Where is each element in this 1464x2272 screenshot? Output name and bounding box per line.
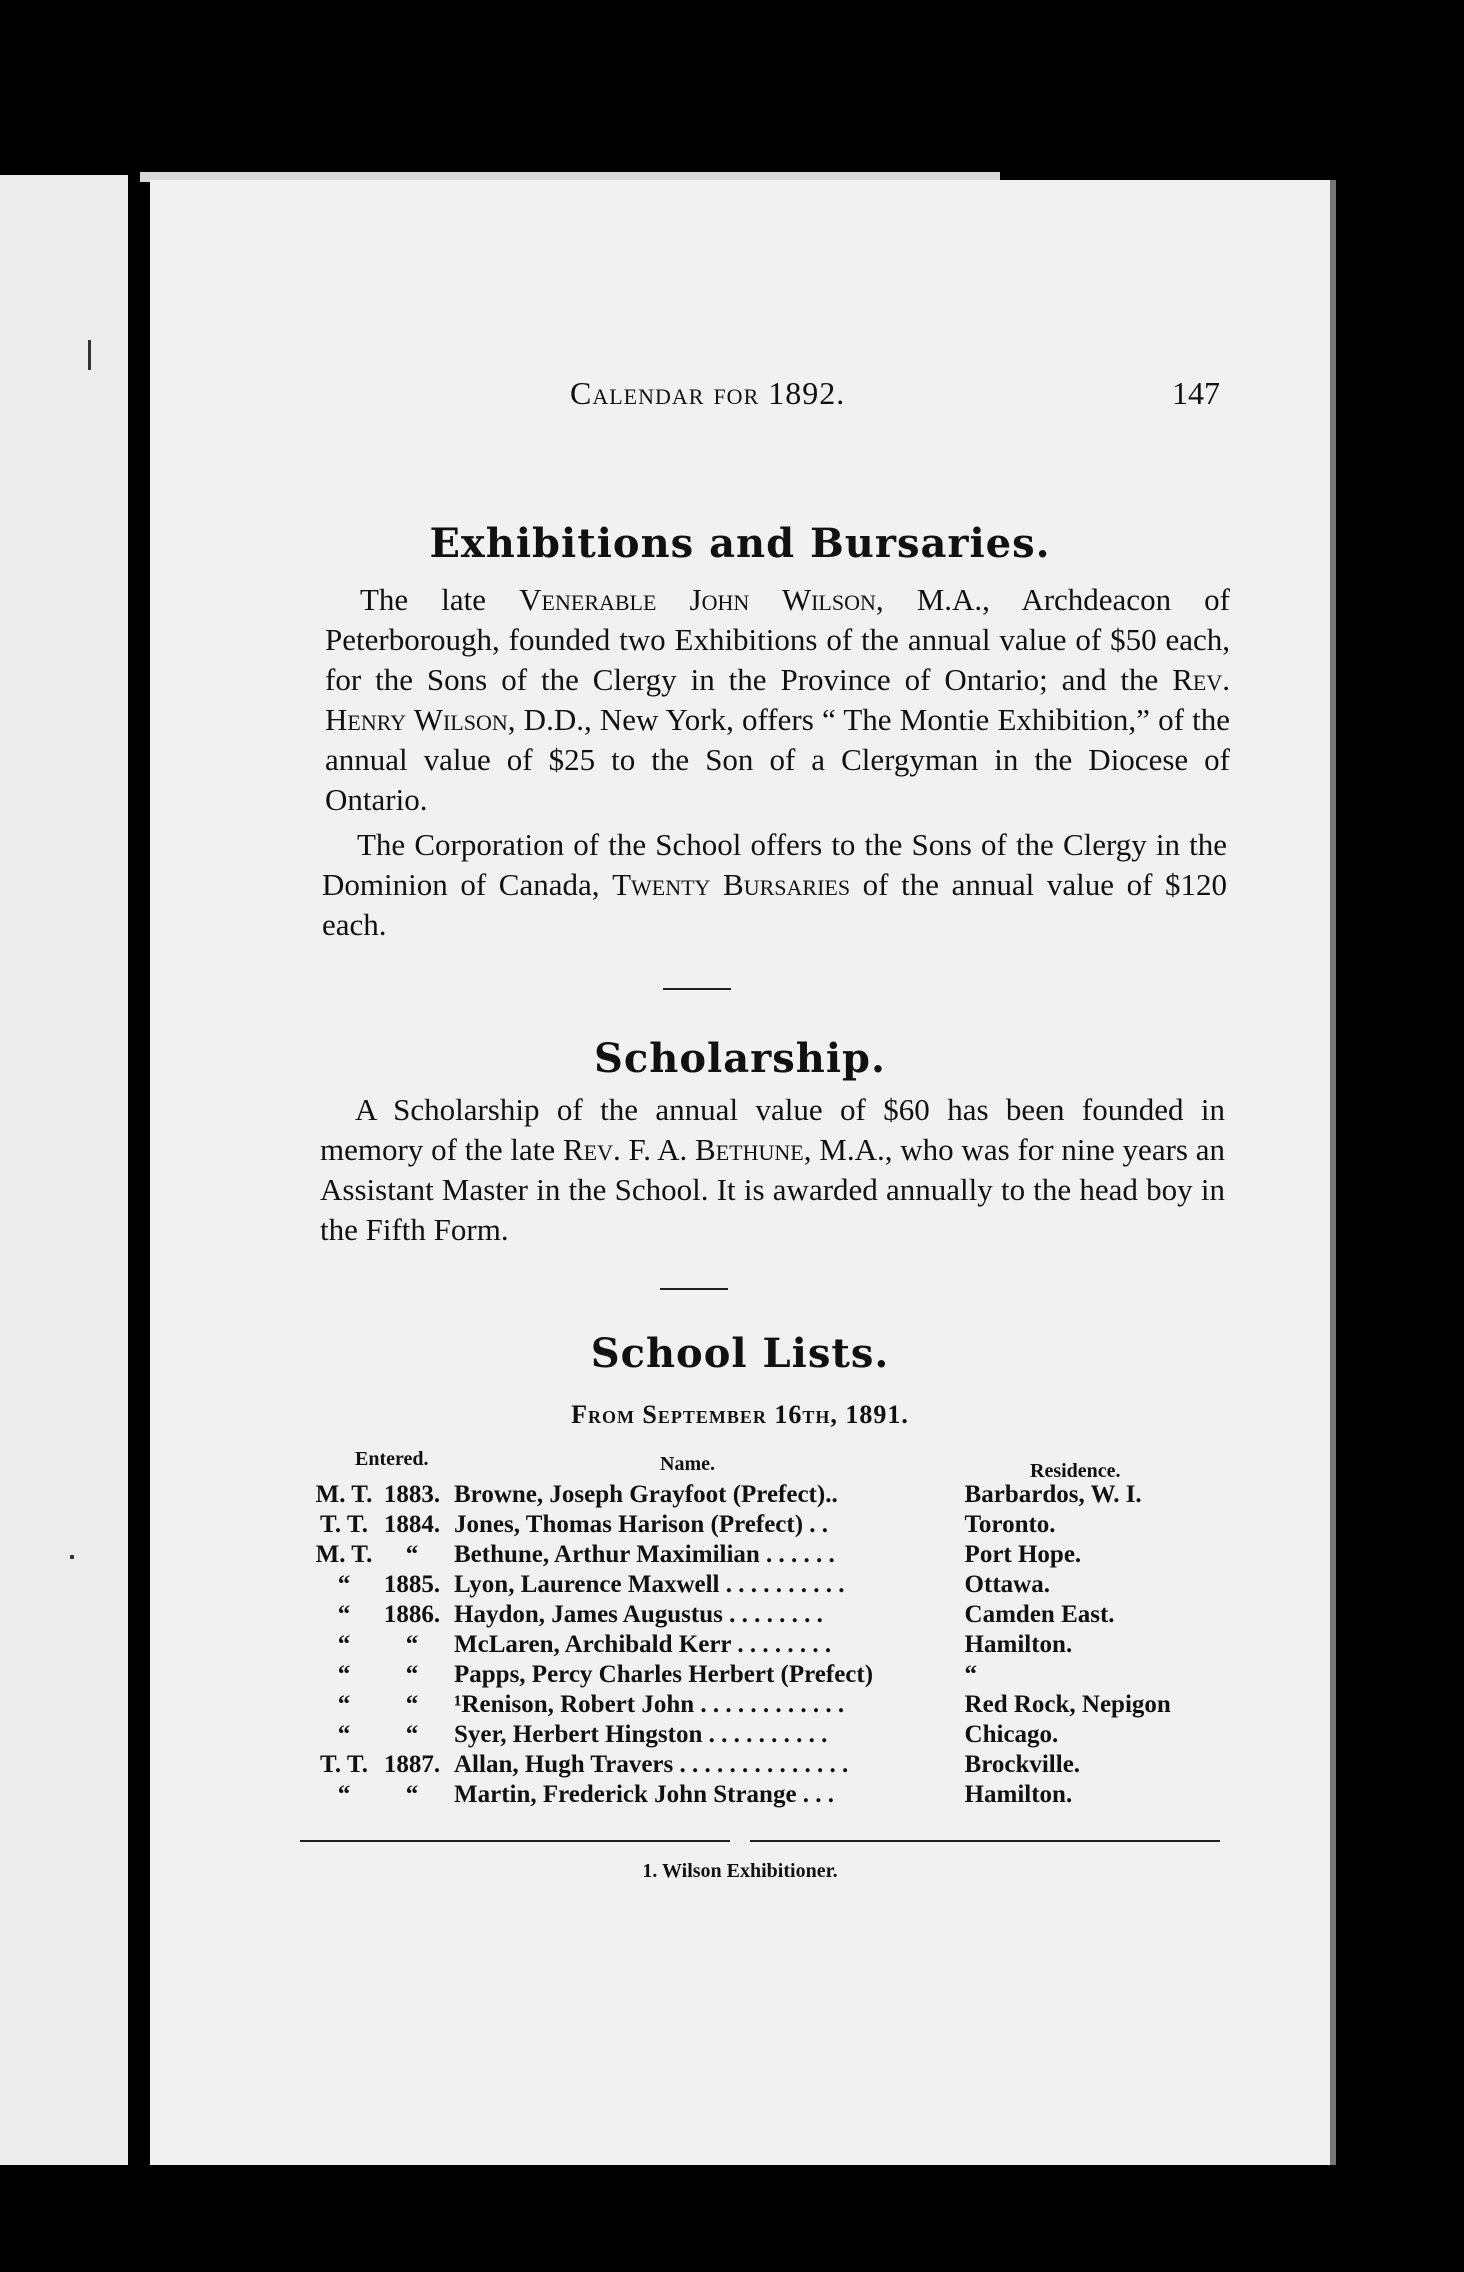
- entered-term: T. T.: [320, 1511, 368, 1538]
- student-name: Lyon, Laurence Maxwell . . . . . . . . . .: [454, 1571, 845, 1598]
- residence: Chicago.: [964, 1721, 1059, 1748]
- text-run: A Scholarship of the annual value of $60 has been founded in memory of the late: [320, 1092, 1225, 1167]
- text-run: The late: [360, 582, 520, 617]
- residence: Ottawa.: [964, 1571, 1050, 1598]
- student-name: Papps, Percy Charles Herbert (Prefect): [454, 1661, 874, 1688]
- entered-year: 1884.: [383, 1511, 441, 1538]
- table-row: [310, 1780, 1215, 1810]
- student-name: Syer, Herbert Hingston . . . . . . . . . .: [454, 1721, 828, 1748]
- residence: Hamilton.: [964, 1781, 1073, 1808]
- table-row: [310, 1540, 1215, 1570]
- table-row: [310, 1570, 1215, 1600]
- entered-year: 1885.: [383, 1571, 441, 1598]
- entered-term: T. T.: [320, 1751, 368, 1778]
- table-row: [310, 1720, 1215, 1750]
- table-row: [310, 1690, 1215, 1720]
- residence: Hamilton.: [964, 1631, 1073, 1658]
- footnote: 1. Wilson Exhibitioner.: [642, 1860, 838, 1882]
- exhibitions-paragraph-2: [322, 825, 1227, 945]
- residence: Toronto.: [964, 1511, 1056, 1538]
- person-name: Rev. F. A. Bethune: [562, 1132, 804, 1167]
- residence: Port Hope.: [964, 1541, 1082, 1568]
- text-run: The Corporation of the School offers to the Sons of the Clergy in the Dominion of Canada,: [322, 827, 1227, 902]
- student-name: Haydon, James Augustus . . . . . . . .: [454, 1601, 823, 1628]
- entered-year: “: [405, 1691, 419, 1718]
- entered-term: “: [337, 1691, 351, 1718]
- student-name: ¹Renison, Robert John . . . . . . . . . . . .: [454, 1691, 845, 1718]
- entered-year: “: [405, 1631, 419, 1658]
- column-header-name: Name.: [660, 1453, 715, 1475]
- person-name: Rev. Henry Wilson: [325, 662, 1230, 737]
- student-name: Jones, Thomas Harison (Prefect) . .: [454, 1511, 829, 1538]
- footnote-rule-right: [750, 1840, 1220, 1842]
- text-run: of the annual value of $120 each.: [322, 867, 1227, 942]
- document-page: [150, 180, 1336, 2165]
- table-row: [310, 1480, 1215, 1510]
- entered-year: 1883.: [383, 1481, 441, 1508]
- table-row: [310, 1510, 1215, 1540]
- entered-year: “: [405, 1721, 419, 1748]
- column-header-entered: Entered.: [355, 1448, 429, 1470]
- entered-term: “: [337, 1571, 351, 1598]
- exhibitions-paragraph-1: [325, 580, 1230, 820]
- column-header-residence: Residence.: [1030, 1460, 1121, 1482]
- text-run: , M.A., Archdeacon of Peterborough, founded two Exhibitions of the annual value of $50 each, for the Sons of the Clergy in the Province of Ontario; and the: [325, 582, 1230, 697]
- section-divider: [660, 1288, 728, 1290]
- table-row: [310, 1630, 1215, 1660]
- scholarship-title: Scholarship.: [594, 1035, 886, 1082]
- student-name: Bethune, Arthur Maximilian . . . . . .: [454, 1541, 835, 1568]
- school-lists-title: School Lists.: [590, 1330, 890, 1377]
- entered-year: “: [405, 1541, 419, 1568]
- exhibitions-title: Exhibitions and Bursaries.: [429, 520, 1051, 567]
- entered-year: “: [405, 1661, 419, 1688]
- entered-term: “: [337, 1781, 351, 1808]
- residence: Brockville.: [964, 1751, 1081, 1778]
- table-row: [310, 1600, 1215, 1630]
- table-row: [310, 1750, 1215, 1780]
- residence: Barbardos, W. I.: [964, 1481, 1142, 1508]
- text-run: , M.A., who was for nine years an Assistant Master in the School. It is awarded annually to the head boy in the Fifth Form.: [320, 1132, 1226, 1247]
- student-name: Martin, Frederick John Strange . . .: [454, 1781, 835, 1808]
- student-name: Allan, Hugh Travers . . . . . . . . . . . . . .: [454, 1751, 849, 1778]
- text-run: , D.D., New York, offers “ The Montie Exhibition,” of the annual value of $25 to the Son of a Clergyman in the Diocese of Ontario.: [325, 702, 1230, 817]
- footnote-rule-left: [300, 1840, 730, 1842]
- entered-term: M. T.: [315, 1481, 373, 1508]
- page-number: 147: [1172, 375, 1220, 411]
- student-name: Browne, Joseph Grayfoot (Prefect)..: [454, 1481, 838, 1508]
- table-row: [310, 1660, 1215, 1690]
- entered-term: “: [337, 1601, 351, 1628]
- scholarship-paragraph: [320, 1090, 1225, 1250]
- entered-term: “: [337, 1661, 351, 1688]
- person-name: Venerable John Wilson: [519, 582, 876, 617]
- entered-term: M. T.: [315, 1541, 373, 1568]
- residence: Camden East.: [964, 1601, 1115, 1628]
- entered-year: 1886.: [383, 1601, 441, 1628]
- school-lists-subtitle: From September 16th, 1891.: [571, 1400, 909, 1429]
- section-divider: [663, 988, 731, 990]
- entered-term: “: [337, 1631, 351, 1658]
- previous-page-edge: [0, 175, 128, 2165]
- residence: Red Rock, Nepigon: [964, 1691, 1171, 1718]
- entered-year: 1887.: [383, 1751, 441, 1778]
- residence: “: [964, 1661, 978, 1688]
- bursaries-name: Twenty Bursaries: [612, 867, 851, 902]
- running-head: Calendar for 1892.: [570, 375, 846, 411]
- entered-term: “: [337, 1721, 351, 1748]
- student-name: McLaren, Archibald Kerr . . . . . . . .: [454, 1631, 832, 1658]
- school-list-table: [310, 1480, 1215, 1810]
- entered-year: “: [405, 1781, 419, 1808]
